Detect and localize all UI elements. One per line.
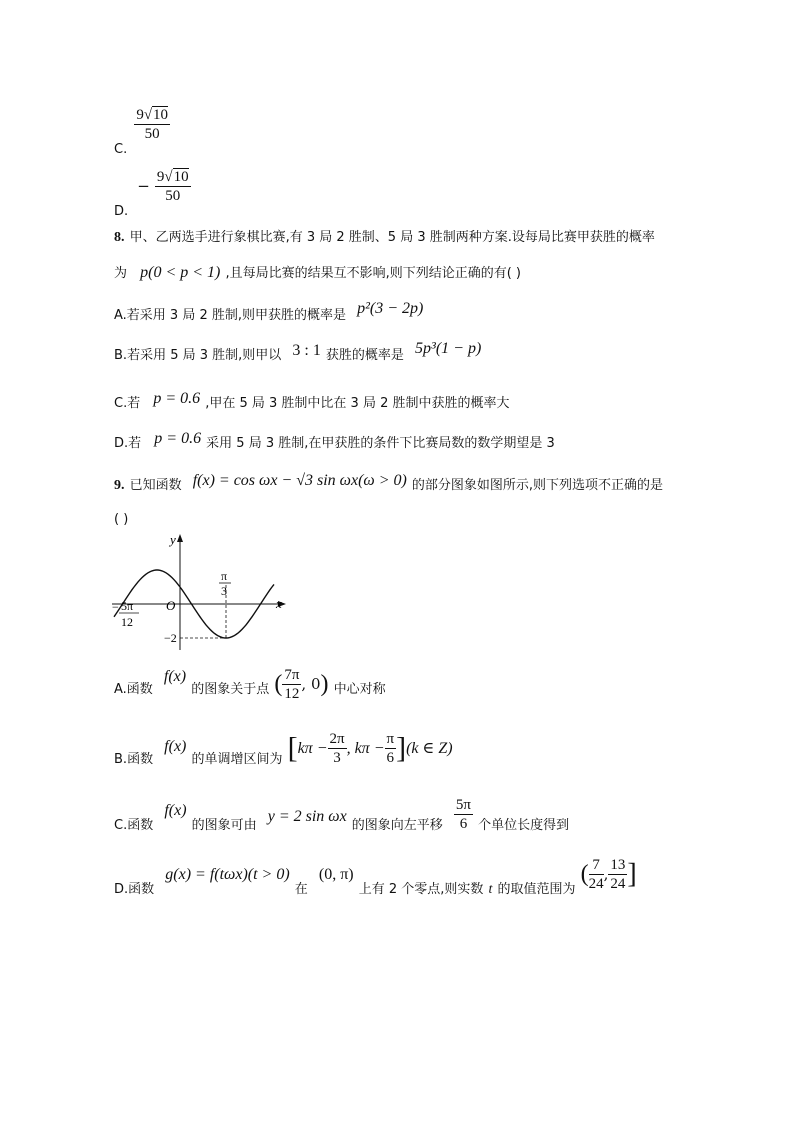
q8-option-a[interactable]: A.若采用 3 局 2 胜制,则甲获胜的概率是 p²(3 − 2p) xyxy=(114,300,424,323)
left-tick-sign: − xyxy=(112,600,119,614)
q8-option-c[interactable]: C.若 p = 0.6 ,甲在 5 局 3 胜制中比在 3 局 2 胜制中获胜的概率大 xyxy=(114,390,510,411)
function-graph xyxy=(108,530,293,654)
origin-label: O xyxy=(166,598,176,613)
left-tick-denominator: 12 xyxy=(121,615,133,629)
fraction: $\frac{9√10}{50}$ xyxy=(156,169,189,204)
fraction: $\frac{13}{24}$ xyxy=(610,857,626,892)
fraction: $\frac{7\pi}{12}$ xyxy=(284,667,300,702)
fraction: $\frac{\pi}{6}$ xyxy=(386,731,395,766)
left-tick-numerator: 5π xyxy=(121,599,134,613)
fraction: $\frac{2\pi}{3}$ xyxy=(329,731,345,766)
fraction: $\frac{7}{24}$ xyxy=(588,857,604,892)
option-label: D. xyxy=(114,204,129,219)
prev-option-d xyxy=(114,168,191,219)
q9-stem-line1: 9. 已知函数 f(x) = cos ωx − √3 sin ωx(ω > 0) 的部分图象如图所示,则下列选项不正确的是 xyxy=(114,472,664,493)
fraction: $\frac{5\pi}{6}$ xyxy=(455,797,471,832)
option-label: C. xyxy=(114,142,128,157)
q8-option-b[interactable]: B.若采用 5 局 3 胜制,则甲以 3 : 1 获胜的概率是 5p³(1 − p) xyxy=(114,340,482,363)
y-axis-arrow xyxy=(177,534,183,542)
right-tick-denominator: 3 xyxy=(221,584,227,598)
prev-option-c xyxy=(114,106,170,157)
x-axis-label: x xyxy=(276,596,282,611)
q9-option-a[interactable]: $_{A.函数}$ f(x) $_{的图象关于点}$ ( $\frac{7\pi}{12}$ , 0) $_{中心对称}$ xyxy=(114,667,386,702)
fraction: $\frac{9√10}{50}$ xyxy=(136,107,169,142)
q9-option-b[interactable]: $_{B.函数}$ f(x) $_{的单调增区间为}$ [kπ − $\frac{2\pi}{3}$ , kπ − $\frac{\pi}{6}$ ](k ∈ Z) xyxy=(114,731,453,767)
q8-stem-line1: 8. 甲、乙两选手进行象棋比赛,有 3 局 2 胜制、5 局 3 胜制两种方案.设每局比赛甲获胜的概率 xyxy=(114,230,655,245)
min-value-label: −2 xyxy=(164,631,177,645)
minus-sign: − xyxy=(137,177,150,195)
y-axis-label: y xyxy=(170,532,176,547)
q9-stem-line2: ( ) xyxy=(114,512,129,527)
q9-option-c[interactable]: $_{C.函数}$ f(x) $_{的图象可由}$ y = 2 sin ωx $_{的图象向左平移}$ $\frac{5\pi}{6}$ $_{个单位长度得到}$ xyxy=(114,797,570,833)
right-tick-numerator: π xyxy=(221,569,228,583)
q8-option-d[interactable]: D.若 p = 0.6 采用 5 局 3 胜制,在甲获胜的条件下比赛局数的数学期望是 3 xyxy=(114,430,555,451)
q9-option-d[interactable]: $_{D.函数}$ g(x) = f(tωx)(t > 0) $_在$ (0, π) $_{上有 2 个零点,则实数}$ t $_{的取值范围为}$ ( $\frac{7}{24}$ , $\frac{13}{24}$ ] xyxy=(114,857,637,897)
q8-stem-line2: 为 p(0 < p < 1) ,且每局比赛的结果互不影响,则下列结论正确的有( ) xyxy=(114,264,521,281)
